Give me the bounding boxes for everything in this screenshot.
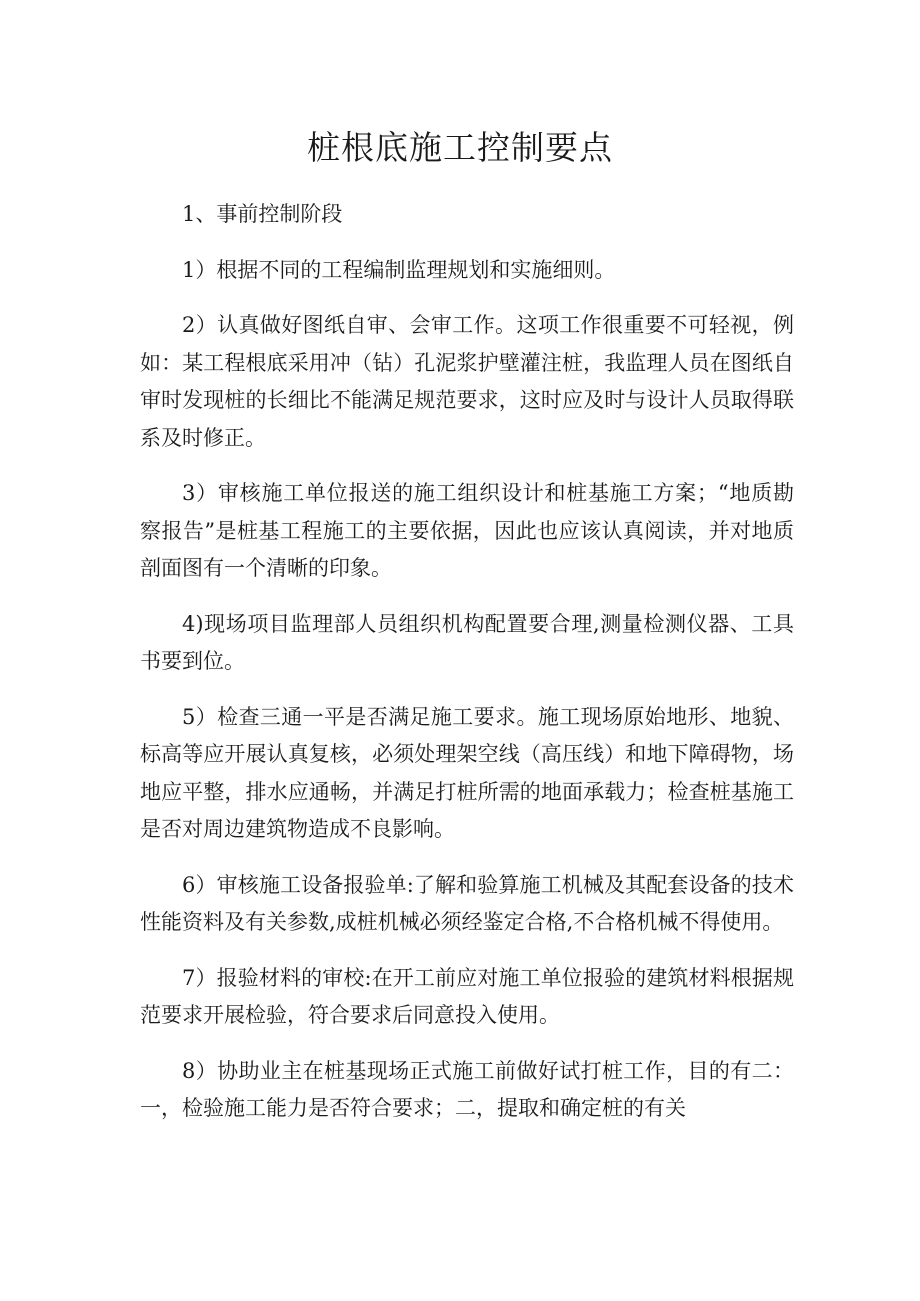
paragraph-2: 1）根据不同的工程编制监理规划和实施细则。 — [182, 257, 616, 282]
paragraph-8: 7）报验材料的审校:在开工前应对施工单位报验的建筑材料根据规范要求开展检验，符合要求后同意投入使用。 — [140, 965, 794, 1027]
paragraph-4: 3）审核施工单位报送的施工组织设计和桩基施工方案；“地质勘察报告”是桩基工程施工的主要依据，因此也应该认真阅读，并对地质剖面图有一个清晰的印象。 — [140, 481, 794, 580]
paragraph-3: 2）认真做好图纸自审、会审工作。这项工作很重要不可轻视，例如：某工程根底采用冲（钻）孔泥浆护壁灌注桩，我监理人员在图纸自审时发现桩的长细比不能满足规范要求，这时应及时与设计人员取得联系及时修正。 — [140, 313, 794, 450]
document-body — [140, 196, 794, 1146]
document-title: 桩根底施工控制要点 — [307, 128, 613, 167]
paragraph-7: 6）审核施工设备报验单:了解和验算施工机械及其配套设备的技术性能资料及有关参数,成桩机械必须经鉴定合格,不合格机械不得使用。 — [140, 872, 794, 934]
paragraph-1: 1、事前控制阶段 — [182, 202, 343, 226]
paragraph-5: 4)现场项目监理部人员组织机构配置要合理,测量检测仪器、工具书要到位。 — [140, 611, 794, 673]
paragraph-6: 5）检查三通一平是否满足施工要求。施工现场原始地形、地貌、标高等应开展认真复核，必须处理架空线（高压线）和地下障碍物，场地应平整，排水应通畅，并满足打桩所需的地面承载力；检查桩基施工是否对周边建筑物造成不良影响。 — [140, 704, 794, 841]
paragraph-9: 8）协助业主在桩基现场正式施工前做好试打桩工作，目的有二：一，检验施工能力是否符合要求；二，提取和确定桩的有关 — [140, 1058, 794, 1120]
